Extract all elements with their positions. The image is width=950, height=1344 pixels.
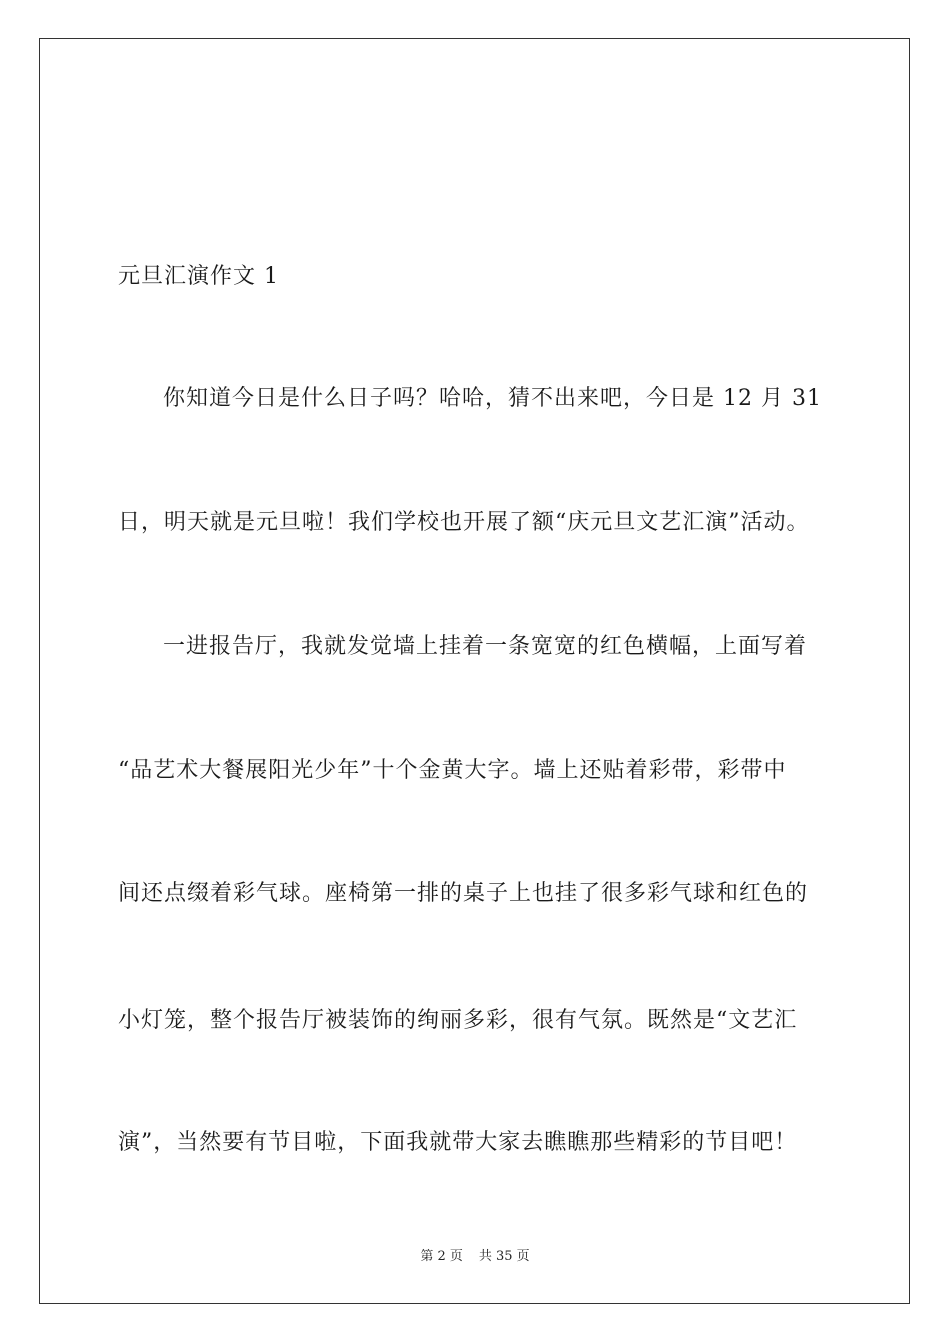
- page-footer: [0, 1248, 950, 1266]
- page-number: 第 2 页: [420, 1249, 463, 1264]
- paragraph-2-line-4: 小灯笼，整个报告厅被装饰的绚丽多彩，很有气氛。既然是“文艺汇: [118, 1008, 798, 1033]
- document-title: 元旦汇演作文 1: [118, 264, 279, 289]
- paragraph-1-line-1: 你知道今日是什么日子吗？哈哈，猜不出来吧，今日是 12 月 31: [163, 386, 822, 411]
- page-total: 共 35 页: [478, 1249, 530, 1264]
- paragraph-1-line-2: 日，明天就是元旦啦！我们学校也开展了额“庆元旦文艺汇演”活动。: [118, 510, 810, 535]
- paragraph-2-line-2: “品艺术大餐展阳光少年”十个金黄大字。墙上还贴着彩带，彩带中: [118, 758, 787, 783]
- paragraph-2-line-3: 间还点缀着彩气球。座椅第一排的桌子上也挂了很多彩气球和红色的: [118, 881, 809, 906]
- paragraph-2-line-5: 演”，当然要有节目啦，下面我就带大家去瞧瞧那些精彩的节目吧！: [118, 1130, 798, 1155]
- page-border: [39, 38, 910, 1304]
- paragraph-2-line-1: 一进报告厅，我就发觉墙上挂着一条宽宽的红色横幅，上面写着: [163, 634, 808, 659]
